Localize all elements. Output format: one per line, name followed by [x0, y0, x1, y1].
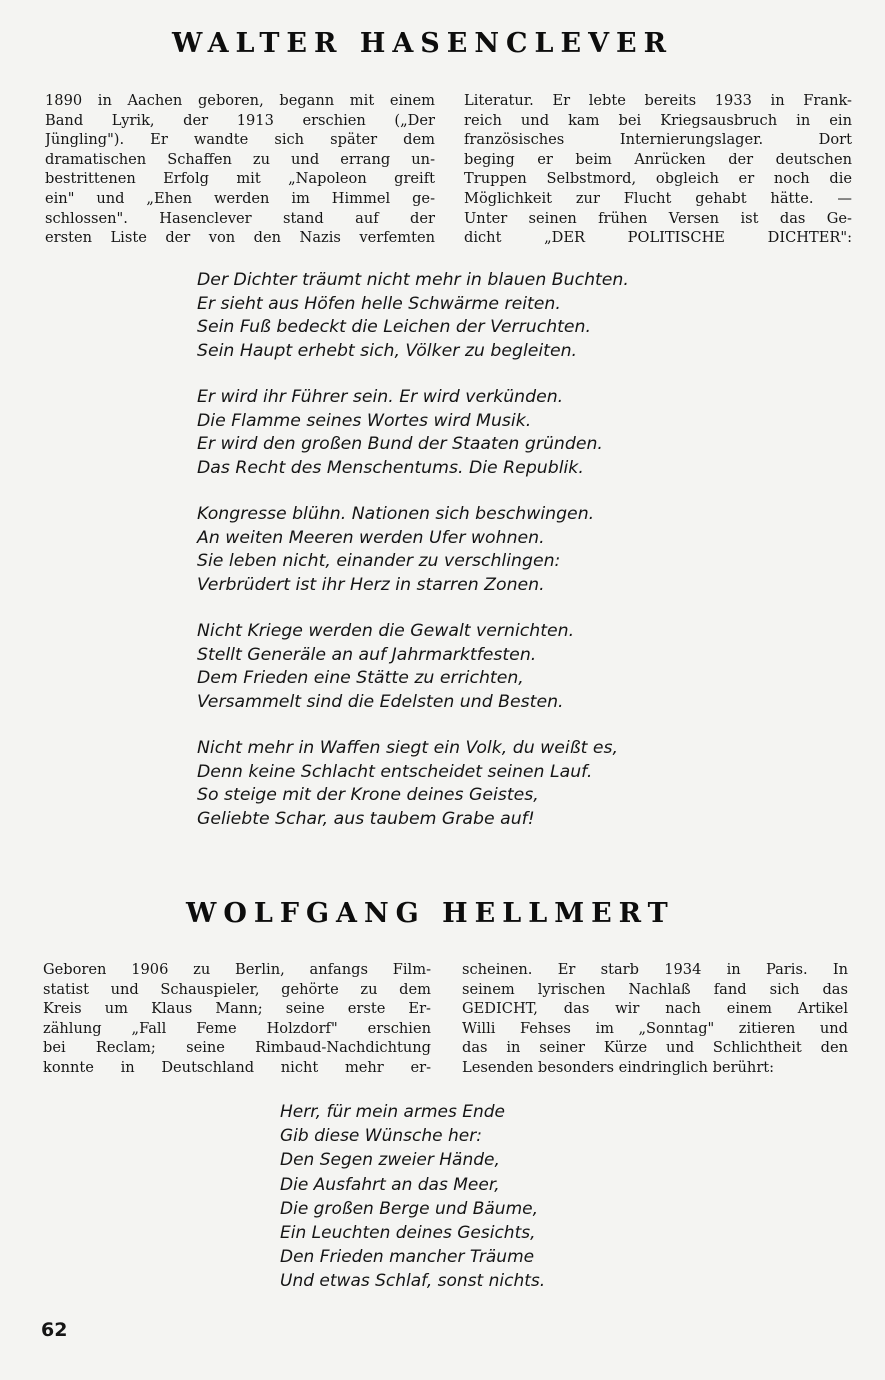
- bio-line: Möglichkeit zur Flucht gehabt hätte. —: [464, 189, 852, 207]
- poem-line: Die Flamme seines Wortes wird Musik.: [197, 410, 532, 431]
- bio-line: GEDICHT, das wir nach einem Artikel: [462, 1000, 848, 1018]
- poem-line: Er sieht aus Höfen helle Schwärme reiten.: [197, 293, 561, 314]
- poem-line: Und etwas Schlaf, sonst nichts.: [280, 1271, 546, 1292]
- poem-stanza: [197, 503, 629, 597]
- bio-line: Willi Fehses im „Sonntag" zitieren und: [462, 1019, 848, 1037]
- poem-line: Verbrüdert ist ihr Herz in starren Zonen.: [197, 574, 545, 595]
- bio-line: Kreis um Klaus Mann; seine erste Er-: [43, 1000, 431, 1018]
- bio-line: bestrittenen Erfolg mit „Napoleon greift: [45, 170, 435, 188]
- poem-stanza: [197, 386, 629, 480]
- bio-line: ein" und „Ehen werden im Himmel ge-: [45, 189, 435, 207]
- poem-stanza: [197, 620, 629, 714]
- poem-line: Ein Leuchten deines Gesichts,: [280, 1222, 536, 1243]
- bio-line: konnte in Deutschland nicht mehr er-: [43, 1058, 431, 1076]
- poem-line: Dem Frieden eine Stätte zu errichten,: [197, 668, 524, 688]
- bio-line: beging er beim Anrücken der deutschen: [464, 150, 852, 168]
- bio-line: Lesenden besonders eindringlich berührt:: [462, 1058, 775, 1076]
- poem-line: So steige mit der Krone deines Geistes,: [197, 785, 539, 805]
- bio-line: Literatur. Er lebte bereits 1933 in Frank-: [464, 92, 852, 109]
- poem-line: Versammelt sind die Edelsten und Besten.: [197, 691, 564, 712]
- poem-line: Sein Haupt erhebt sich, Völker zu begleiten.: [197, 340, 578, 361]
- poem-line: Geliebte Schar, aus taubem Grabe auf!: [197, 808, 535, 829]
- poem-line: Er wird den großen Bund der Staaten gründen.: [197, 434, 603, 454]
- bio-line: zählung „Fall Feme Holzdorf" erschien: [43, 1019, 431, 1037]
- bio-line: bei Reclam; seine Rimbaud-Nachdichtung: [43, 1039, 431, 1057]
- page-number: 62: [41, 1319, 68, 1341]
- bio-line: Band Lyrik, der 1913 erschien („Der: [45, 111, 435, 129]
- bio-line: statist und Schauspieler, gehörte zu dem: [43, 980, 431, 998]
- poem-line: Den Frieden mancher Träume: [280, 1247, 535, 1268]
- poem-hellmert-gedicht: [280, 1100, 545, 1317]
- bio-line: französisches Internierungslager. Dort: [464, 131, 852, 149]
- poem-line: An weiten Meeren werden Ufer wohnen.: [197, 527, 545, 548]
- poem-stanza: [280, 1100, 545, 1294]
- poem-line: Nicht mehr in Waffen siegt ein Volk, du weißt es,: [197, 738, 618, 758]
- heading-wolfgang-hellmert: WOLFGANG HELLMERT: [186, 898, 675, 929]
- poem-line: Die Ausfahrt an das Meer,: [280, 1174, 500, 1195]
- bio-line: schlossen". Hasenclever stand auf der: [45, 209, 435, 227]
- poem-line: Sein Fuß bedeckt die Leichen der Verruchten.: [197, 317, 591, 337]
- bio-line: Unter seinen frühen Versen ist das Ge-: [464, 209, 852, 227]
- bio-line: Jüngling"). Er wandte sich später dem: [45, 131, 435, 149]
- poem-line: Den Segen zweier Hände,: [280, 1150, 500, 1171]
- poem-line: Sie leben nicht, einander zu verschlingen:: [197, 551, 561, 571]
- bio-line: Geboren 1906 zu Berlin, anfangs Film-: [43, 961, 431, 978]
- bio-line: 1890 in Aachen geboren, begann mit einem: [45, 92, 435, 109]
- bio-line: seinem lyrischen Nachlaß fand sich das: [462, 980, 848, 998]
- bio-line: das in seiner Kürze und Schlichtheit den: [462, 1039, 848, 1057]
- hasenclever-bio-right-column: [464, 91, 852, 248]
- poem-der-politische-dichter: [197, 269, 629, 854]
- poem-line: Herr, für mein armes Ende: [280, 1102, 505, 1122]
- poem-line: Gib diese Wünsche her:: [280, 1126, 482, 1147]
- bio-line: dramatischen Schaffen zu und errang un-: [45, 150, 435, 168]
- bio-line: reich und kam bei Kriegsausbruch in ein: [464, 111, 852, 129]
- poem-stanza: [197, 737, 629, 831]
- heading-walter-hasenclever: WALTER HASENCLEVER: [172, 28, 674, 59]
- bio-line: ersten Liste der von den Nazis verfemten: [45, 229, 435, 247]
- bio-line: Truppen Selbstmord, obgleich er noch die: [464, 170, 852, 188]
- poem-line: Die großen Berge und Bäume,: [280, 1198, 538, 1219]
- poem-line: Der Dichter träumt nicht mehr in blauen Buchten.: [197, 270, 629, 290]
- bio-line: dicht „DER POLITISCHE DICHTER":: [464, 229, 852, 247]
- hasenclever-bio-left-column: [45, 91, 435, 248]
- bio-line: scheinen. Er starb 1934 in Paris. In: [462, 961, 848, 978]
- poem-line: Er wird ihr Führer sein. Er wird verkünden.: [197, 387, 564, 407]
- poem-line: Stellt Generäle an auf Jahrmarktfesten.: [197, 644, 537, 665]
- poem-line: Das Recht des Menschentums. Die Republik.: [197, 457, 584, 478]
- hellmert-bio-right-column: [462, 960, 848, 1078]
- hellmert-bio-left-column: [43, 960, 431, 1078]
- poem-line: Denn keine Schlacht entscheidet seinen Lauf.: [197, 761, 593, 782]
- poem-line: Kongresse blühn. Nationen sich beschwingen.: [197, 504, 595, 524]
- poem-line: Nicht Kriege werden die Gewalt vernichten.: [197, 621, 575, 641]
- poem-stanza: [197, 269, 629, 363]
